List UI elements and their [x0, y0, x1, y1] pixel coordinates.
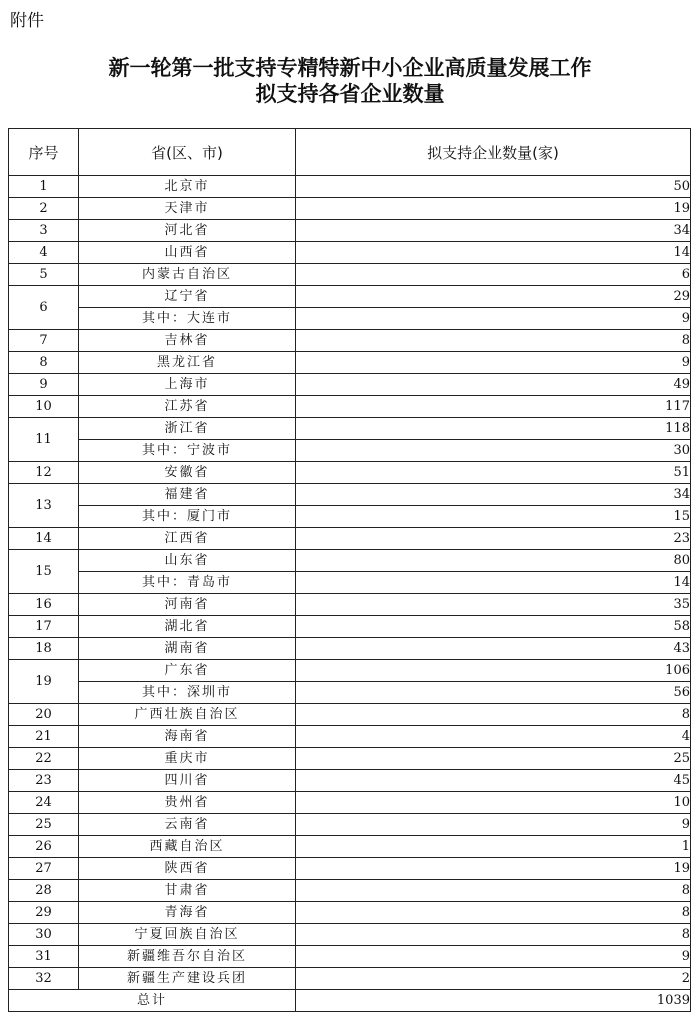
row-province-name [79, 902, 296, 924]
table-row [9, 484, 691, 506]
province-name-text: 上海市 [164, 377, 210, 392]
province-name-text: 宁夏回族自治区 [134, 927, 240, 942]
row-index: 9 [9, 374, 79, 396]
subrow-count: 14 [296, 572, 691, 594]
row-province-name [79, 594, 296, 616]
row-province-name [79, 550, 296, 572]
province-name-text: 江西省 [164, 531, 210, 546]
province-name-text: 青海省 [164, 905, 210, 920]
table-row [9, 858, 691, 880]
row-count: 34 [296, 484, 691, 506]
row-index: 18 [9, 638, 79, 660]
table-row [9, 946, 691, 968]
table-row [9, 264, 691, 286]
province-name-text: 辽宁省 [164, 289, 210, 304]
row-province-name [79, 748, 296, 770]
table-row [9, 616, 691, 638]
row-province-name [79, 792, 296, 814]
total-row [9, 990, 691, 1012]
table-row [9, 550, 691, 572]
row-province-name [79, 264, 296, 286]
table-subrow [9, 572, 691, 594]
header-count: 拟支持企业数量(家) [296, 129, 691, 176]
city-name-text: 其中：深圳市 [141, 685, 232, 700]
table-row [9, 594, 691, 616]
row-count: 80 [296, 550, 691, 572]
row-index: 2 [9, 198, 79, 220]
table-row [9, 396, 691, 418]
row-index: 5 [9, 264, 79, 286]
row-count: 1 [296, 836, 691, 858]
province-name-text: 浙江省 [164, 421, 210, 436]
province-name-text: 吉林省 [164, 333, 210, 348]
province-name-text: 海南省 [164, 729, 210, 744]
subrow-count: 56 [296, 682, 691, 704]
row-province-name [79, 242, 296, 264]
row-index: 4 [9, 242, 79, 264]
subrow-city-name [79, 440, 296, 462]
row-count: 43 [296, 638, 691, 660]
row-province-name [79, 462, 296, 484]
quota-table-footer [9, 990, 691, 1012]
row-count: 2 [296, 968, 691, 990]
city-name-text: 其中：青岛市 [141, 575, 232, 590]
table-row [9, 418, 691, 440]
row-count: 25 [296, 748, 691, 770]
table-row [9, 792, 691, 814]
row-province-name [79, 396, 296, 418]
row-count: 35 [296, 594, 691, 616]
row-count: 4 [296, 726, 691, 748]
table-row [9, 902, 691, 924]
subrow-city-name [79, 308, 296, 330]
header-province: 省(区、市) [79, 129, 296, 176]
subrow-city-name [79, 506, 296, 528]
row-index: 8 [9, 352, 79, 374]
row-province-name [79, 770, 296, 792]
city-name-text: 其中：宁波市 [141, 443, 232, 458]
row-province-name [79, 880, 296, 902]
row-count: 9 [296, 352, 691, 374]
total-count: 1039 [296, 990, 691, 1012]
row-index: 10 [9, 396, 79, 418]
row-count: 106 [296, 660, 691, 682]
province-name-text: 西藏自治区 [149, 839, 225, 854]
row-index: 32 [9, 968, 79, 990]
row-province-name [79, 968, 296, 990]
province-name-text: 河南省 [164, 597, 210, 612]
header-row [9, 129, 691, 176]
table-row [9, 330, 691, 352]
row-province-name [79, 352, 296, 374]
province-name-text: 北京市 [164, 179, 210, 194]
table-row [9, 968, 691, 990]
row-count: 51 [296, 462, 691, 484]
province-name-text: 甘肃省 [164, 883, 210, 898]
province-name-text: 广西壮族自治区 [134, 707, 240, 722]
row-province-name [79, 418, 296, 440]
table-row [9, 726, 691, 748]
province-name-text: 广东省 [164, 663, 210, 678]
table-row [9, 242, 691, 264]
table-subrow [9, 308, 691, 330]
attachment-label: 附件 [10, 11, 44, 31]
row-index: 25 [9, 814, 79, 836]
row-count: 6 [296, 264, 691, 286]
row-count: 50 [296, 176, 691, 198]
row-province-name [79, 176, 296, 198]
subrow-city-name [79, 682, 296, 704]
province-name-text: 山东省 [164, 553, 210, 568]
row-count: 14 [296, 242, 691, 264]
row-index: 11 [9, 418, 79, 462]
row-province-name [79, 374, 296, 396]
total-label: 总计 [9, 990, 296, 1012]
row-index: 31 [9, 946, 79, 968]
table-row [9, 638, 691, 660]
row-count: 8 [296, 330, 691, 352]
row-index: 23 [9, 770, 79, 792]
table-row [9, 660, 691, 682]
quota-table-body [9, 176, 691, 990]
row-count: 8 [296, 704, 691, 726]
row-index: 15 [9, 550, 79, 594]
row-province-name [79, 330, 296, 352]
row-index: 14 [9, 528, 79, 550]
province-name-text: 湖南省 [164, 641, 210, 656]
table-subrow [9, 506, 691, 528]
row-count: 23 [296, 528, 691, 550]
quota-table [8, 128, 691, 1012]
row-index: 22 [9, 748, 79, 770]
row-index: 17 [9, 616, 79, 638]
row-count: 8 [296, 924, 691, 946]
subrow-city-name [79, 572, 296, 594]
row-count: 9 [296, 814, 691, 836]
table-row [9, 814, 691, 836]
table-subrow [9, 682, 691, 704]
row-index: 7 [9, 330, 79, 352]
province-name-text: 福建省 [164, 487, 210, 502]
table-row [9, 924, 691, 946]
row-province-name [79, 484, 296, 506]
row-province-name [79, 858, 296, 880]
province-name-text: 江苏省 [164, 399, 210, 414]
document-title: 新一轮第一批支持专精特新中小企业高质量发展工作 [108, 55, 592, 80]
table-row [9, 352, 691, 374]
row-count: 19 [296, 198, 691, 220]
table-row [9, 374, 691, 396]
row-index: 24 [9, 792, 79, 814]
row-index: 12 [9, 462, 79, 484]
subrow-count: 9 [296, 308, 691, 330]
province-name-text: 安徽省 [164, 465, 210, 480]
row-count: 58 [296, 616, 691, 638]
province-name-text: 新疆生产建设兵团 [126, 971, 247, 986]
city-name-text: 其中：大连市 [141, 311, 232, 326]
row-province-name [79, 286, 296, 308]
table-row [9, 220, 691, 242]
table-row [9, 704, 691, 726]
row-province-name [79, 836, 296, 858]
row-province-name [79, 924, 296, 946]
table-row [9, 286, 691, 308]
table-row [9, 198, 691, 220]
table-row [9, 176, 691, 198]
row-province-name [79, 638, 296, 660]
row-province-name [79, 660, 296, 682]
province-name-text: 陕西省 [164, 861, 210, 876]
province-name-text: 河北省 [164, 223, 210, 238]
table-row [9, 748, 691, 770]
quota-table-header [9, 129, 691, 176]
row-index: 30 [9, 924, 79, 946]
row-index: 26 [9, 836, 79, 858]
table-subrow [9, 440, 691, 462]
header-index: 序号 [9, 129, 79, 176]
row-province-name [79, 528, 296, 550]
row-index: 3 [9, 220, 79, 242]
province-name-text: 内蒙古自治区 [141, 267, 232, 282]
province-name-text: 四川省 [164, 773, 210, 788]
province-name-text: 贵州省 [164, 795, 210, 810]
row-index: 19 [9, 660, 79, 704]
row-province-name [79, 814, 296, 836]
row-count: 34 [296, 220, 691, 242]
row-count: 8 [296, 902, 691, 924]
row-index: 1 [9, 176, 79, 198]
province-name-text: 湖北省 [164, 619, 210, 634]
document-subtitle: 拟支持各省企业数量 [255, 81, 445, 106]
row-count: 9 [296, 946, 691, 968]
row-index: 27 [9, 858, 79, 880]
province-name-text: 黑龙江省 [156, 355, 217, 370]
table-row [9, 462, 691, 484]
row-index: 21 [9, 726, 79, 748]
row-count: 8 [296, 880, 691, 902]
province-name-text: 天津市 [164, 201, 210, 216]
row-count: 19 [296, 858, 691, 880]
row-index: 20 [9, 704, 79, 726]
table-row [9, 770, 691, 792]
row-province-name [79, 616, 296, 638]
subrow-count: 30 [296, 440, 691, 462]
table-row [9, 528, 691, 550]
province-name-text: 云南省 [164, 817, 210, 832]
row-province-name [79, 726, 296, 748]
row-count: 10 [296, 792, 691, 814]
table-row [9, 880, 691, 902]
row-index: 29 [9, 902, 79, 924]
province-name-text: 山西省 [164, 245, 210, 260]
row-count: 49 [296, 374, 691, 396]
row-province-name [79, 946, 296, 968]
province-name-text: 重庆市 [164, 751, 210, 766]
row-province-name [79, 198, 296, 220]
row-count: 45 [296, 770, 691, 792]
row-count: 118 [296, 418, 691, 440]
city-name-text: 其中：厦门市 [141, 509, 232, 524]
row-count: 117 [296, 396, 691, 418]
row-province-name [79, 220, 296, 242]
row-province-name [79, 704, 296, 726]
row-index: 6 [9, 286, 79, 330]
province-name-text: 新疆维吾尔自治区 [126, 949, 247, 964]
row-index: 16 [9, 594, 79, 616]
row-count: 29 [296, 286, 691, 308]
subrow-count: 15 [296, 506, 691, 528]
row-index: 13 [9, 484, 79, 528]
table-row [9, 836, 691, 858]
row-index: 28 [9, 880, 79, 902]
